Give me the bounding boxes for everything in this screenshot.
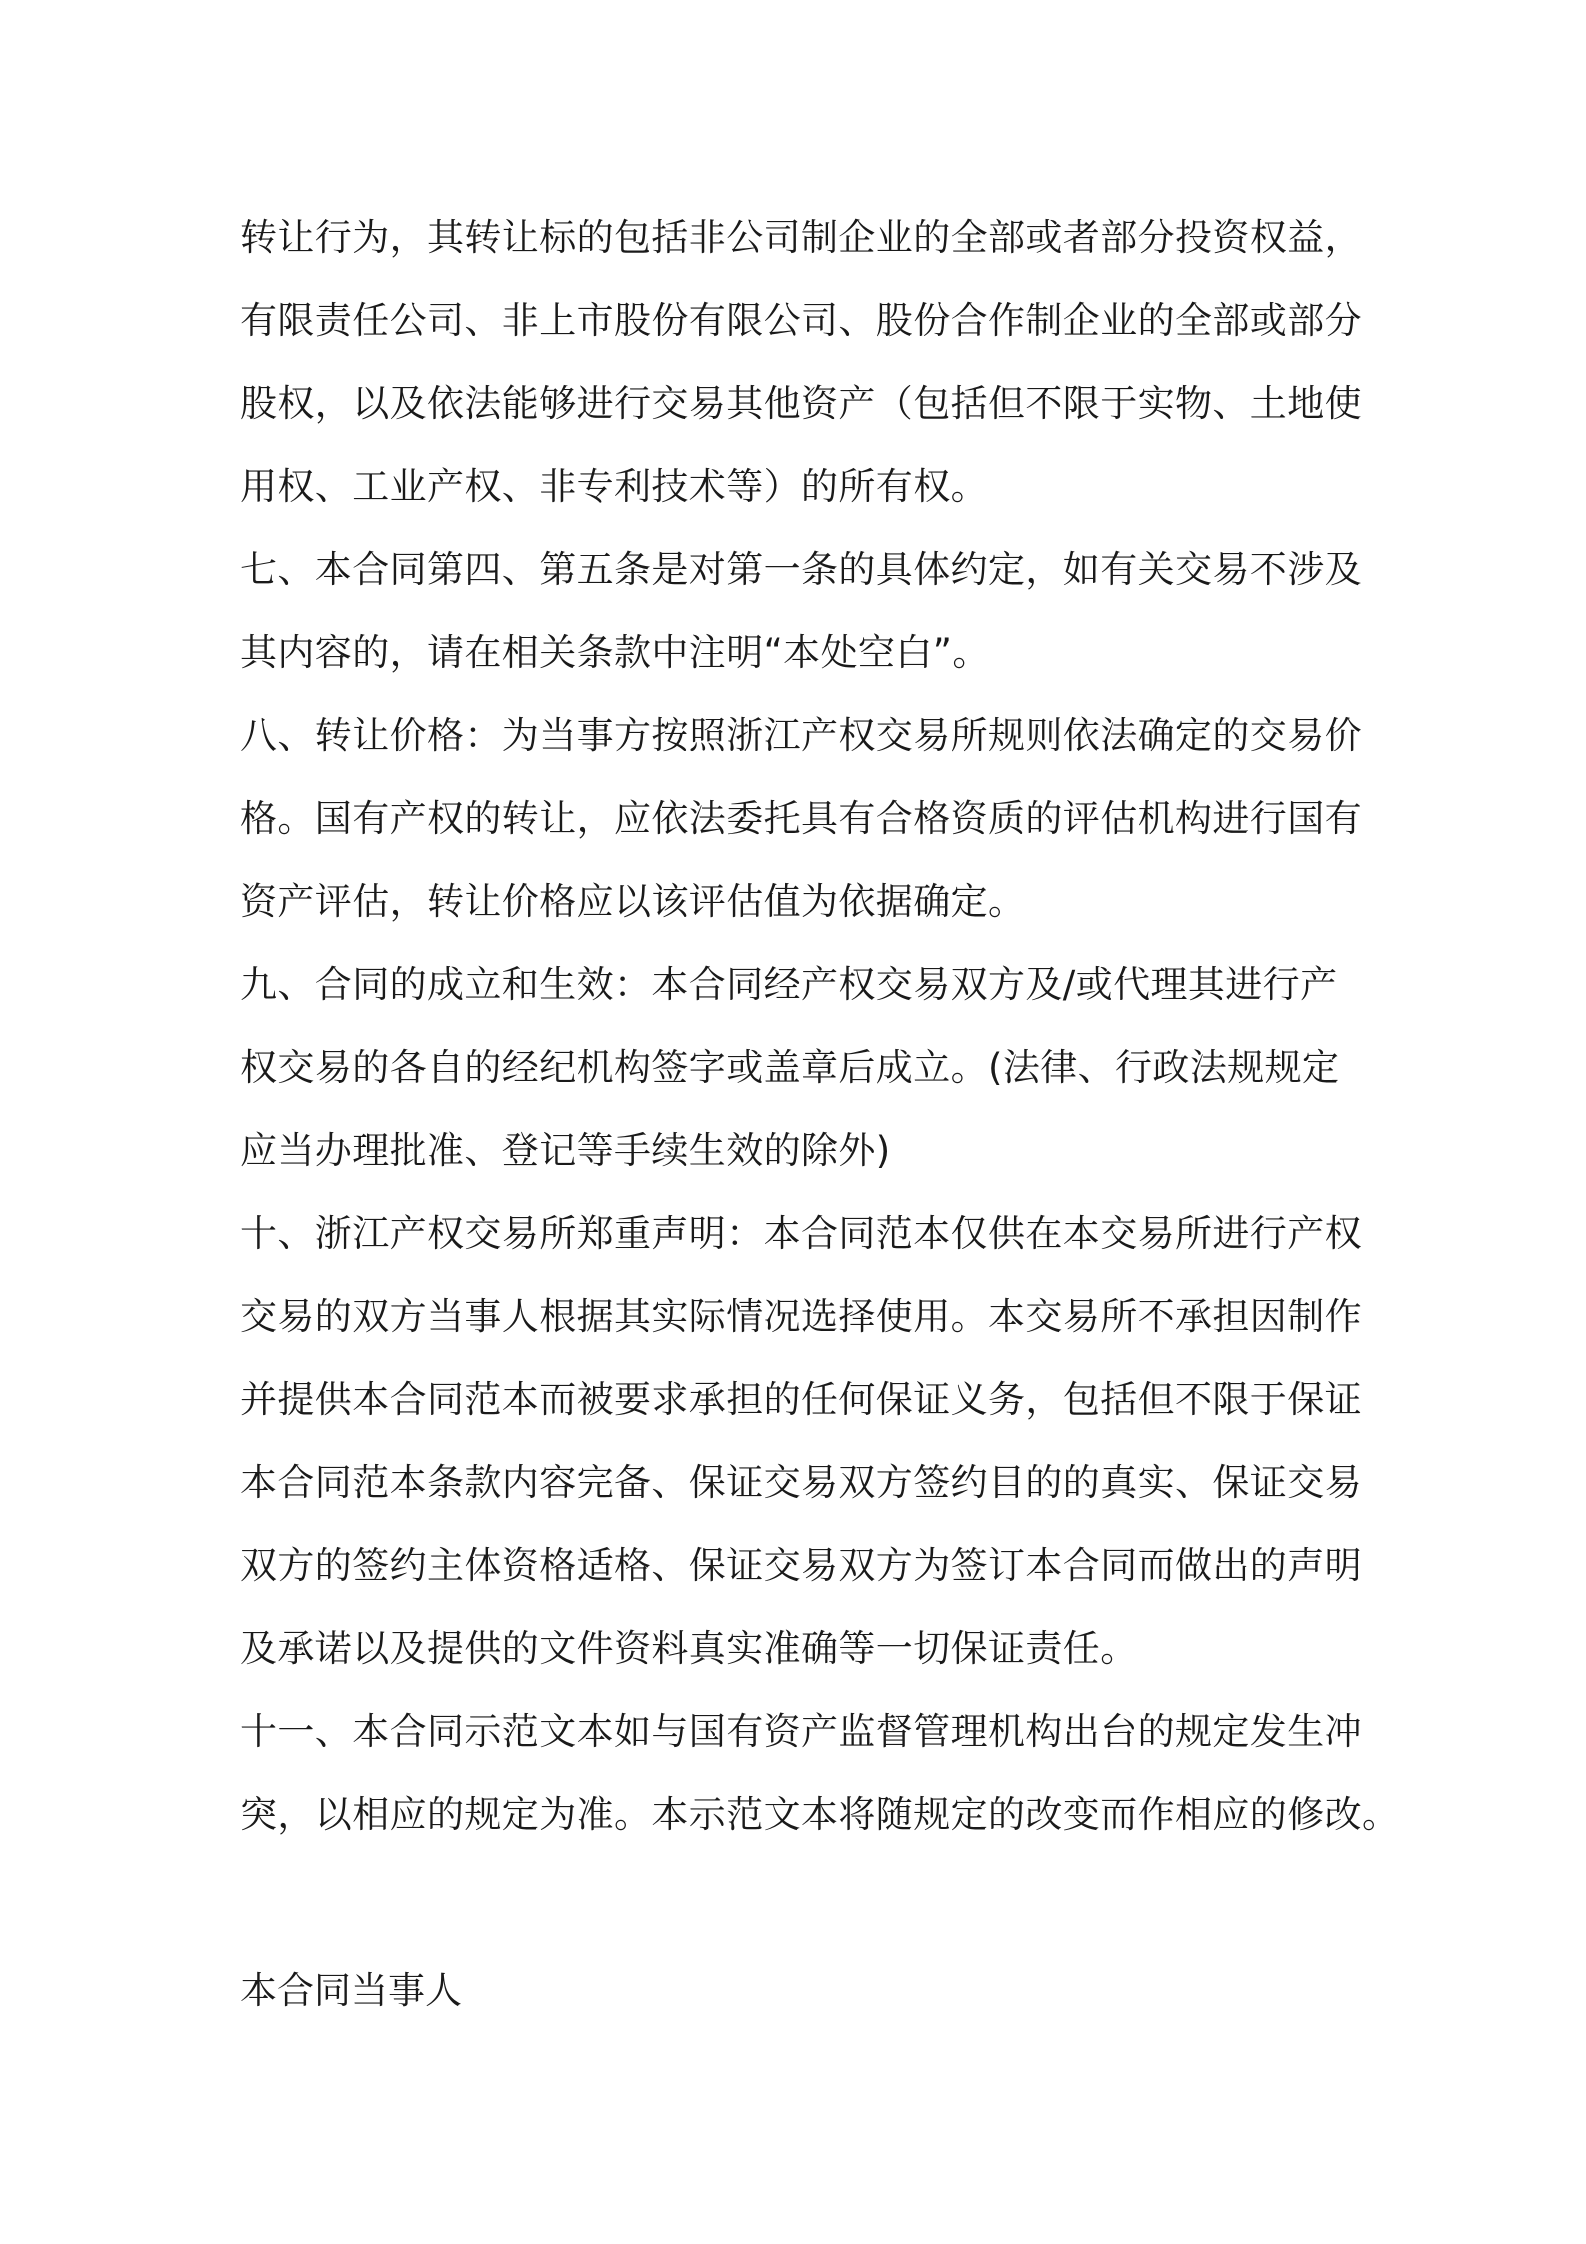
text-line: 有限责任公司、非上市股份有限公司、股份合作制企业的全部或部分 [240,299,1362,342]
text-line: 本合同范本条款内容完备、保证交易双方签约目的的真实、保证交易 [240,1461,1362,1504]
text-line: 资产评估，转让价格应以该评估值为依据确定。 [240,880,1026,923]
text-line: 并提供本合同范本而被要求承担的任何保证义务，包括但不限于保证 [240,1378,1362,1421]
text-line: 用权、工业产权、非专利技术等）的所有权。 [240,465,988,508]
text-line: 及承诺以及提供的文件资料真实准确等一切保证责任。 [240,1627,1138,1670]
text-line: 格。国有产权的转让，应依法委托具有合格资质的评估机构进行国有 [240,797,1362,840]
text-line: 权交易的各自的经纪机构签字或盖章后成立。(法律、行政法规规定 [240,1046,1340,1089]
text-line: 股权，以及依法能够进行交易其他资产（包括但不限于实物、土地使 [240,382,1362,425]
text-line: 其内容的，请在相关条款中注明“本处空白”。 [240,631,990,674]
clause-ten-line: 十、浙江产权交易所郑重声明：本合同范本仅供在本交易所进行产权 [240,1212,1362,1255]
text-line: 转让行为，其转让标的包括非公司制企业的全部或者部分投资权益， [240,216,1362,259]
clause-nine-line: 九、合同的成立和生效：本合同经产权交易双方及/或代理其进行产 [240,963,1338,1006]
text-line: 突，以相应的规定为准。本示范文本将随规定的改变而作相应的修改。 [240,1793,1400,1836]
document-body [240,196,1400,1856]
parties-heading: 本合同当事人 [240,1969,462,2012]
clause-eight-line: 八、转让价格：为当事方按照浙江产权交易所规则依法确定的交易价 [240,714,1362,757]
text-line: 应当办理批准、登记等手续生效的除外) [240,1129,891,1172]
clause-eleven-line: 十一、本合同示范文本如与国有资产监督管理机构出台的规定发生冲 [240,1710,1362,1753]
text-line: 双方的签约主体资格适格、保证交易双方为签订本合同而做出的声明 [240,1544,1362,1587]
clause-seven-line: 七、本合同第四、第五条是对第一条的具体约定，如有关交易不涉及 [240,548,1362,591]
text-line: 交易的双方当事人根据其实际情况选择使用。本交易所不承担因制作 [240,1295,1362,1338]
